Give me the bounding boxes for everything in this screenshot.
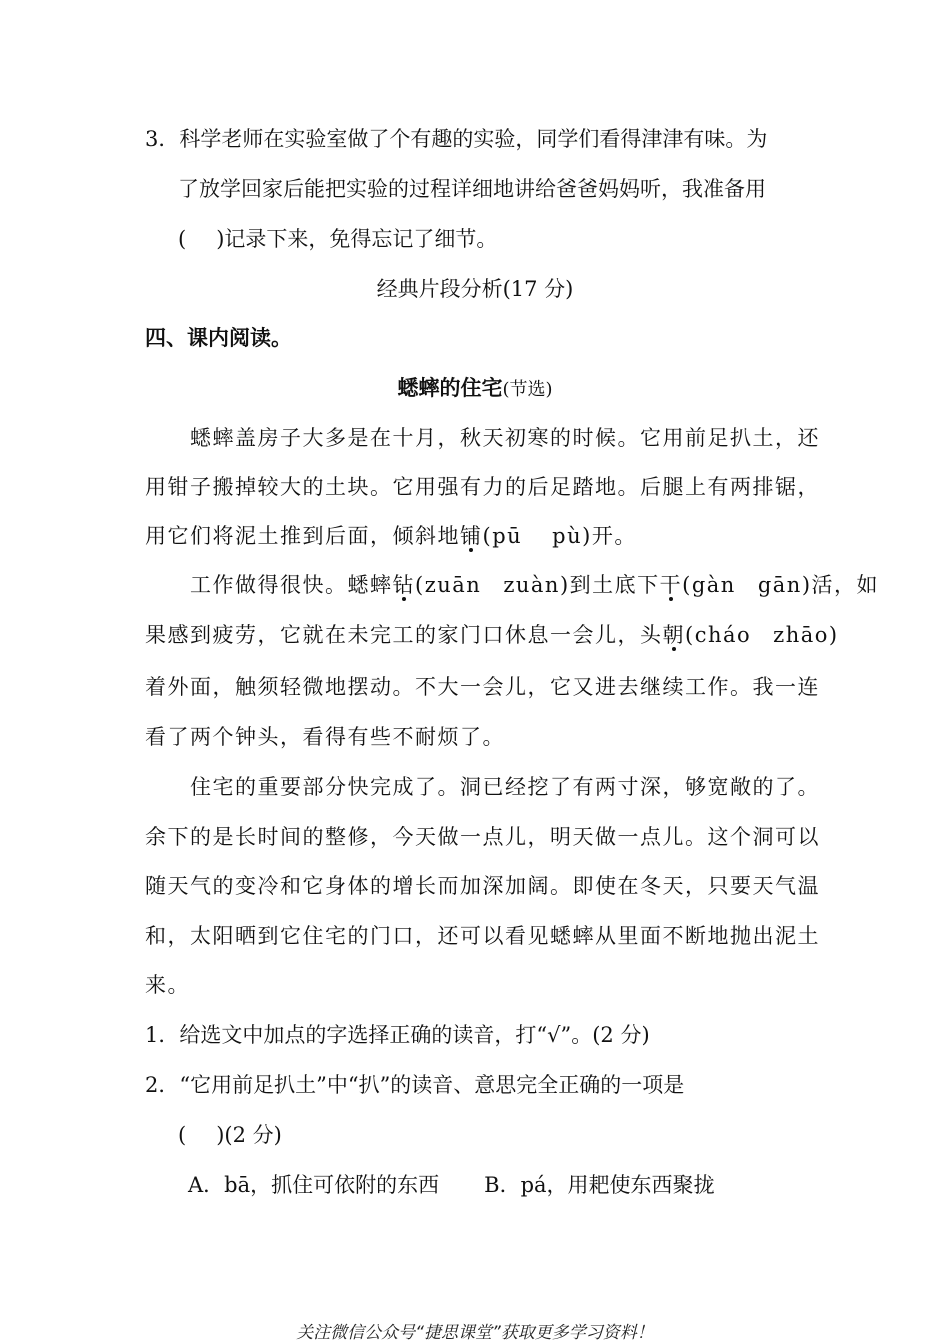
section-title: 经典片段分析(17 分) [376, 277, 574, 301]
pinyin-option-gan2: gān)活，如 [757, 573, 880, 597]
paragraph-3-line-3: 随天气的变冷和它身体的增长而加深加阔。即使在冬天，只要天气温 [145, 874, 820, 898]
paragraph-3-line-1: 住宅的重要部分快完成了。洞已经挖了有两寸深，够宽敞的了。 [190, 775, 820, 799]
answer-bracket-open: ( [178, 1123, 187, 1147]
passage-title [0, 373, 950, 405]
part-heading: 四、课内阅读。 [145, 325, 292, 350]
passage-title-text: 蟋蟀的住宅 [397, 375, 503, 400]
question-2-line-1: 2．“它用前足扒土”中“扒”的读音、意思完全正确的一项是 [145, 1073, 685, 1097]
question-2-options [188, 1170, 950, 1200]
text-span: 果感到疲劳，它就在未完工的家门口休息一会儿，头 [145, 623, 663, 647]
paragraph-1-line-3 [145, 521, 950, 551]
footer-watermark: 关注微信公众号“捷思课堂”获取更多学习资料！ [296, 1323, 654, 1343]
pinyin-option-pu2: pù)开。 [552, 524, 637, 548]
paragraph-1-line-1: 蟋蟀盖房子大多是在十月，秋天初寒的时候。它用前足扒土，还 [190, 426, 820, 450]
pinyin-option-zuan1: (zuān [415, 573, 482, 597]
question-1: 1．给选文中加点的字选择正确的读音，打“√”。(2 分) [145, 1023, 650, 1047]
paragraph-2-line-1 [190, 570, 950, 600]
question-3-line-3 [178, 224, 950, 254]
text-span: 用它们将泥土推到后面，倾斜地 [145, 524, 460, 548]
paragraph-2-line-3: 着外面，触须轻微地摆动。不大一会儿，它又进去继续工作。我一连 [145, 675, 820, 699]
option-a: A．bā，抓住可依附的东西 [188, 1173, 440, 1197]
paragraph-3-line-5: 来。 [145, 973, 190, 997]
dotted-char-zuan: 钻 [392, 573, 415, 597]
option-b: B．pá，用耙使东西聚拢 [484, 1173, 715, 1197]
passage-title-note: (节选) [502, 379, 553, 400]
paragraph-1-line-2: 用钳子搬掉较大的土块。它用强有力的后足踏地。后腿上有两排锯， [145, 475, 820, 499]
pinyin-option-chao1: (cháo [685, 623, 752, 647]
dotted-char-gan: 干 [659, 573, 683, 597]
question-3-line-3-text: )记录下来，免得忘记了细节。 [216, 227, 498, 251]
question-3-line-2: 了放学回家后能把实验的过程详细地讲给爸爸妈妈听，我准备用 [178, 177, 766, 201]
text-span: 工作做得很快。蟋蟀 [190, 573, 393, 597]
question-2-score: )(2 分) [216, 1123, 282, 1147]
pinyin-option-pu1: (pū [482, 524, 523, 548]
pinyin-option-chao2: zhāo) [773, 623, 839, 647]
dotted-char-chao: 朝 [662, 623, 685, 647]
paragraph-3-line-4: 和，太阳晒到它住宅的门口，还可以看见蟋蟀从里面不断地抛出泥土 [145, 924, 820, 948]
pinyin-option-gan1: (gàn [682, 573, 736, 597]
answer-bracket-open: ( [178, 227, 187, 251]
dotted-char-pu: 铺 [460, 524, 483, 548]
question-2-line-2 [178, 1120, 950, 1150]
paragraph-2-line-4: 看了两个钟头，看得有些不耐烦了。 [145, 725, 505, 749]
pinyin-option-zuan2: zuàn)到土底下 [503, 573, 660, 597]
question-3-line-1: 3．科学老师在实验室做了个有趣的实验，同学们看得津津有味。为 [145, 127, 768, 151]
paragraph-3-line-2: 余下的是长时间的整修，今天做一点儿，明天做一点儿。这个洞可以 [145, 825, 820, 849]
paragraph-2-line-2 [145, 620, 950, 650]
